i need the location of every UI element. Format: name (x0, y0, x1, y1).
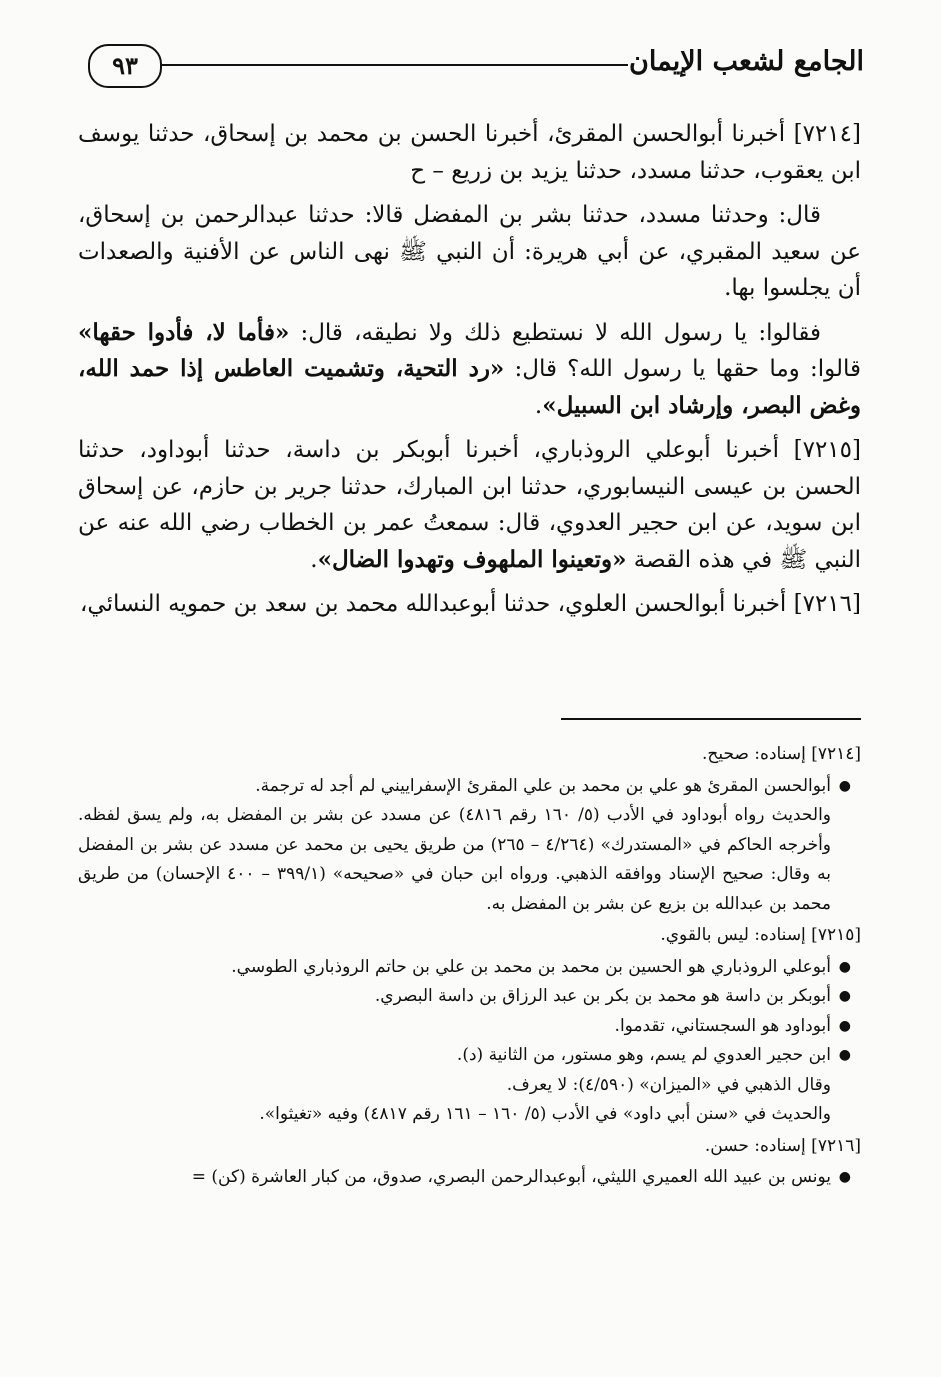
footnote-7214-takhrij: والحديث رواه أبوداود في الأدب (٥/ ١٦٠ رقم ٤٨١٦) عن مسدد عن بشر بن المفضل به، ولم يسق لفظه. وأخرجه الحاكم في «المستدرك» (٤/٢٦٤ – ٢٦٥) من طريق يحيى بن محمد عن مسدد عن بشر بن المفضل به وقال: صحيح الإسناد ووافقه الذهبي. ورواه ابن حبان في «صحيحه» (٣٩٩/١ – ٤٠٠ الإحسان) من طريق محمد بن عبدالله بن بزيع عن بشر بن المفضل به. (78, 805, 832, 914)
footnote-7215-heading: [٧٢١٥] إسناده: ليس بالقوي. (660, 925, 861, 945)
footnote-separator (561, 718, 861, 720)
running-title: الجامع لشعب الإيمان (629, 46, 864, 77)
hadith-7215 (78, 432, 861, 578)
hadith-7215-isnad: [٧٢١٥] أخبرنا أبوعلي الروذباري، أخبرنا أبوبكر بن داسة، حدثنا أبوداود، حدثنا الحسن بن عيسى النيسابوري، حدثنا ابن المبارك، حدثنا جرير بن حازم، عن إسحاق ابن سويد، عن ابن حجير العدوي، قال: سمعتُ عمر بن الخطاب رضي الله عنه عن النبي ﷺ في هذه القصة (78, 437, 861, 573)
footnotes (78, 738, 861, 1193)
page-header (88, 36, 864, 96)
footnote-7216-note: ● يونس بن عبيد الله العميري الليثي، أبوعبدالرحمن البصري، صدوق، من كبار العاشرة (كن) = (78, 1163, 861, 1193)
footnote-7215-note: ● أبوعلي الروذباري هو الحسين بن محمد بن محمد بن علي بن حاتم الروذباري الطوسي. (78, 953, 861, 983)
hadith-7214-dialogue (78, 315, 861, 425)
footnote-7215-takhrij: والحديث في «سنن أبي داود» في الأدب (٥/ ١٦٠ – ١٦١ رقم ٤٨١٧) وفيه «تغيثوا». (259, 1104, 831, 1124)
hadith-7215-end: . (310, 546, 318, 573)
footnote-7215-note: ● أبوداود هو السجستاني، تقدموا. (78, 1012, 861, 1042)
footnote-7215-note: ● أبوبكر بن داسة هو محمد بن بكر بن عبد الرزاق بن داسة البصري. (78, 982, 861, 1012)
footnote-7214-heading: [٧٢١٤] إسناده: صحيح. (701, 744, 861, 764)
footnote-7214-note: ● أبوالحسن المقرئ هو علي بن محمد بن علي المقرئ الإسفراييني لم أجد له ترجمة. (78, 772, 861, 802)
page-number: ٩٣ (88, 44, 162, 88)
prophet-quote: «رد التحية، وتشميت العاطس إذا حمد الله، وغض البصر، وإرشاد ابن السبيل» (78, 355, 861, 419)
hadith-7214-text: قال: وحدثنا مسدد، حدثنا بشر بن المفضل قالا: حدثنا عبدالرحمن بن إسحاق، عن سعيد المقبري، عن أبي هريرة: أن النبي ﷺ نهى الناس عن الأفنية والصعدات أن يجلسوا بها. (78, 202, 861, 301)
hadith-7216: [٧٢١٦] أخبرنا أبوالحسن العلوي، حدثنا أبوعبدالله محمد بن سعد بن حمويه النسائي، (80, 591, 861, 617)
prophet-quote: «وتعينوا الملهوف وتهدوا الضال» (317, 545, 627, 573)
dialogue-part: فقالوا: يا رسول الله لا نستطيع ذلك ولا نطيقه، قال: (289, 319, 821, 346)
prophet-quote: «فأما لا، فأدوا حقها» (78, 318, 290, 346)
hadith-7214-isnad: [٧٢١٤] أخبرنا أبوالحسن المقرئ، أخبرنا الحسن بن محمد بن إسحاق، حدثنا يوسف ابن يعقوب، حدثنا مسدد، حدثنا يزيد بن زريع – ح (78, 121, 861, 184)
footnote-7215-note: ● ابن حجير العدوي لم يسم، وهو مستور، من الثانية (د). (78, 1041, 861, 1071)
main-text (78, 116, 861, 631)
dialogue-part: قالوا: وما حقها يا رسول الله؟ قال: (504, 356, 861, 382)
footnote-7215-note: وقال الذهبي في «الميزان» (٤/٥٩٠): لا يعرف. (506, 1074, 831, 1095)
footnote-7216-heading: [٧٢١٦] إسناده: حسن. (704, 1135, 861, 1156)
header-rule (156, 64, 628, 66)
dialogue-end: . (534, 392, 543, 419)
